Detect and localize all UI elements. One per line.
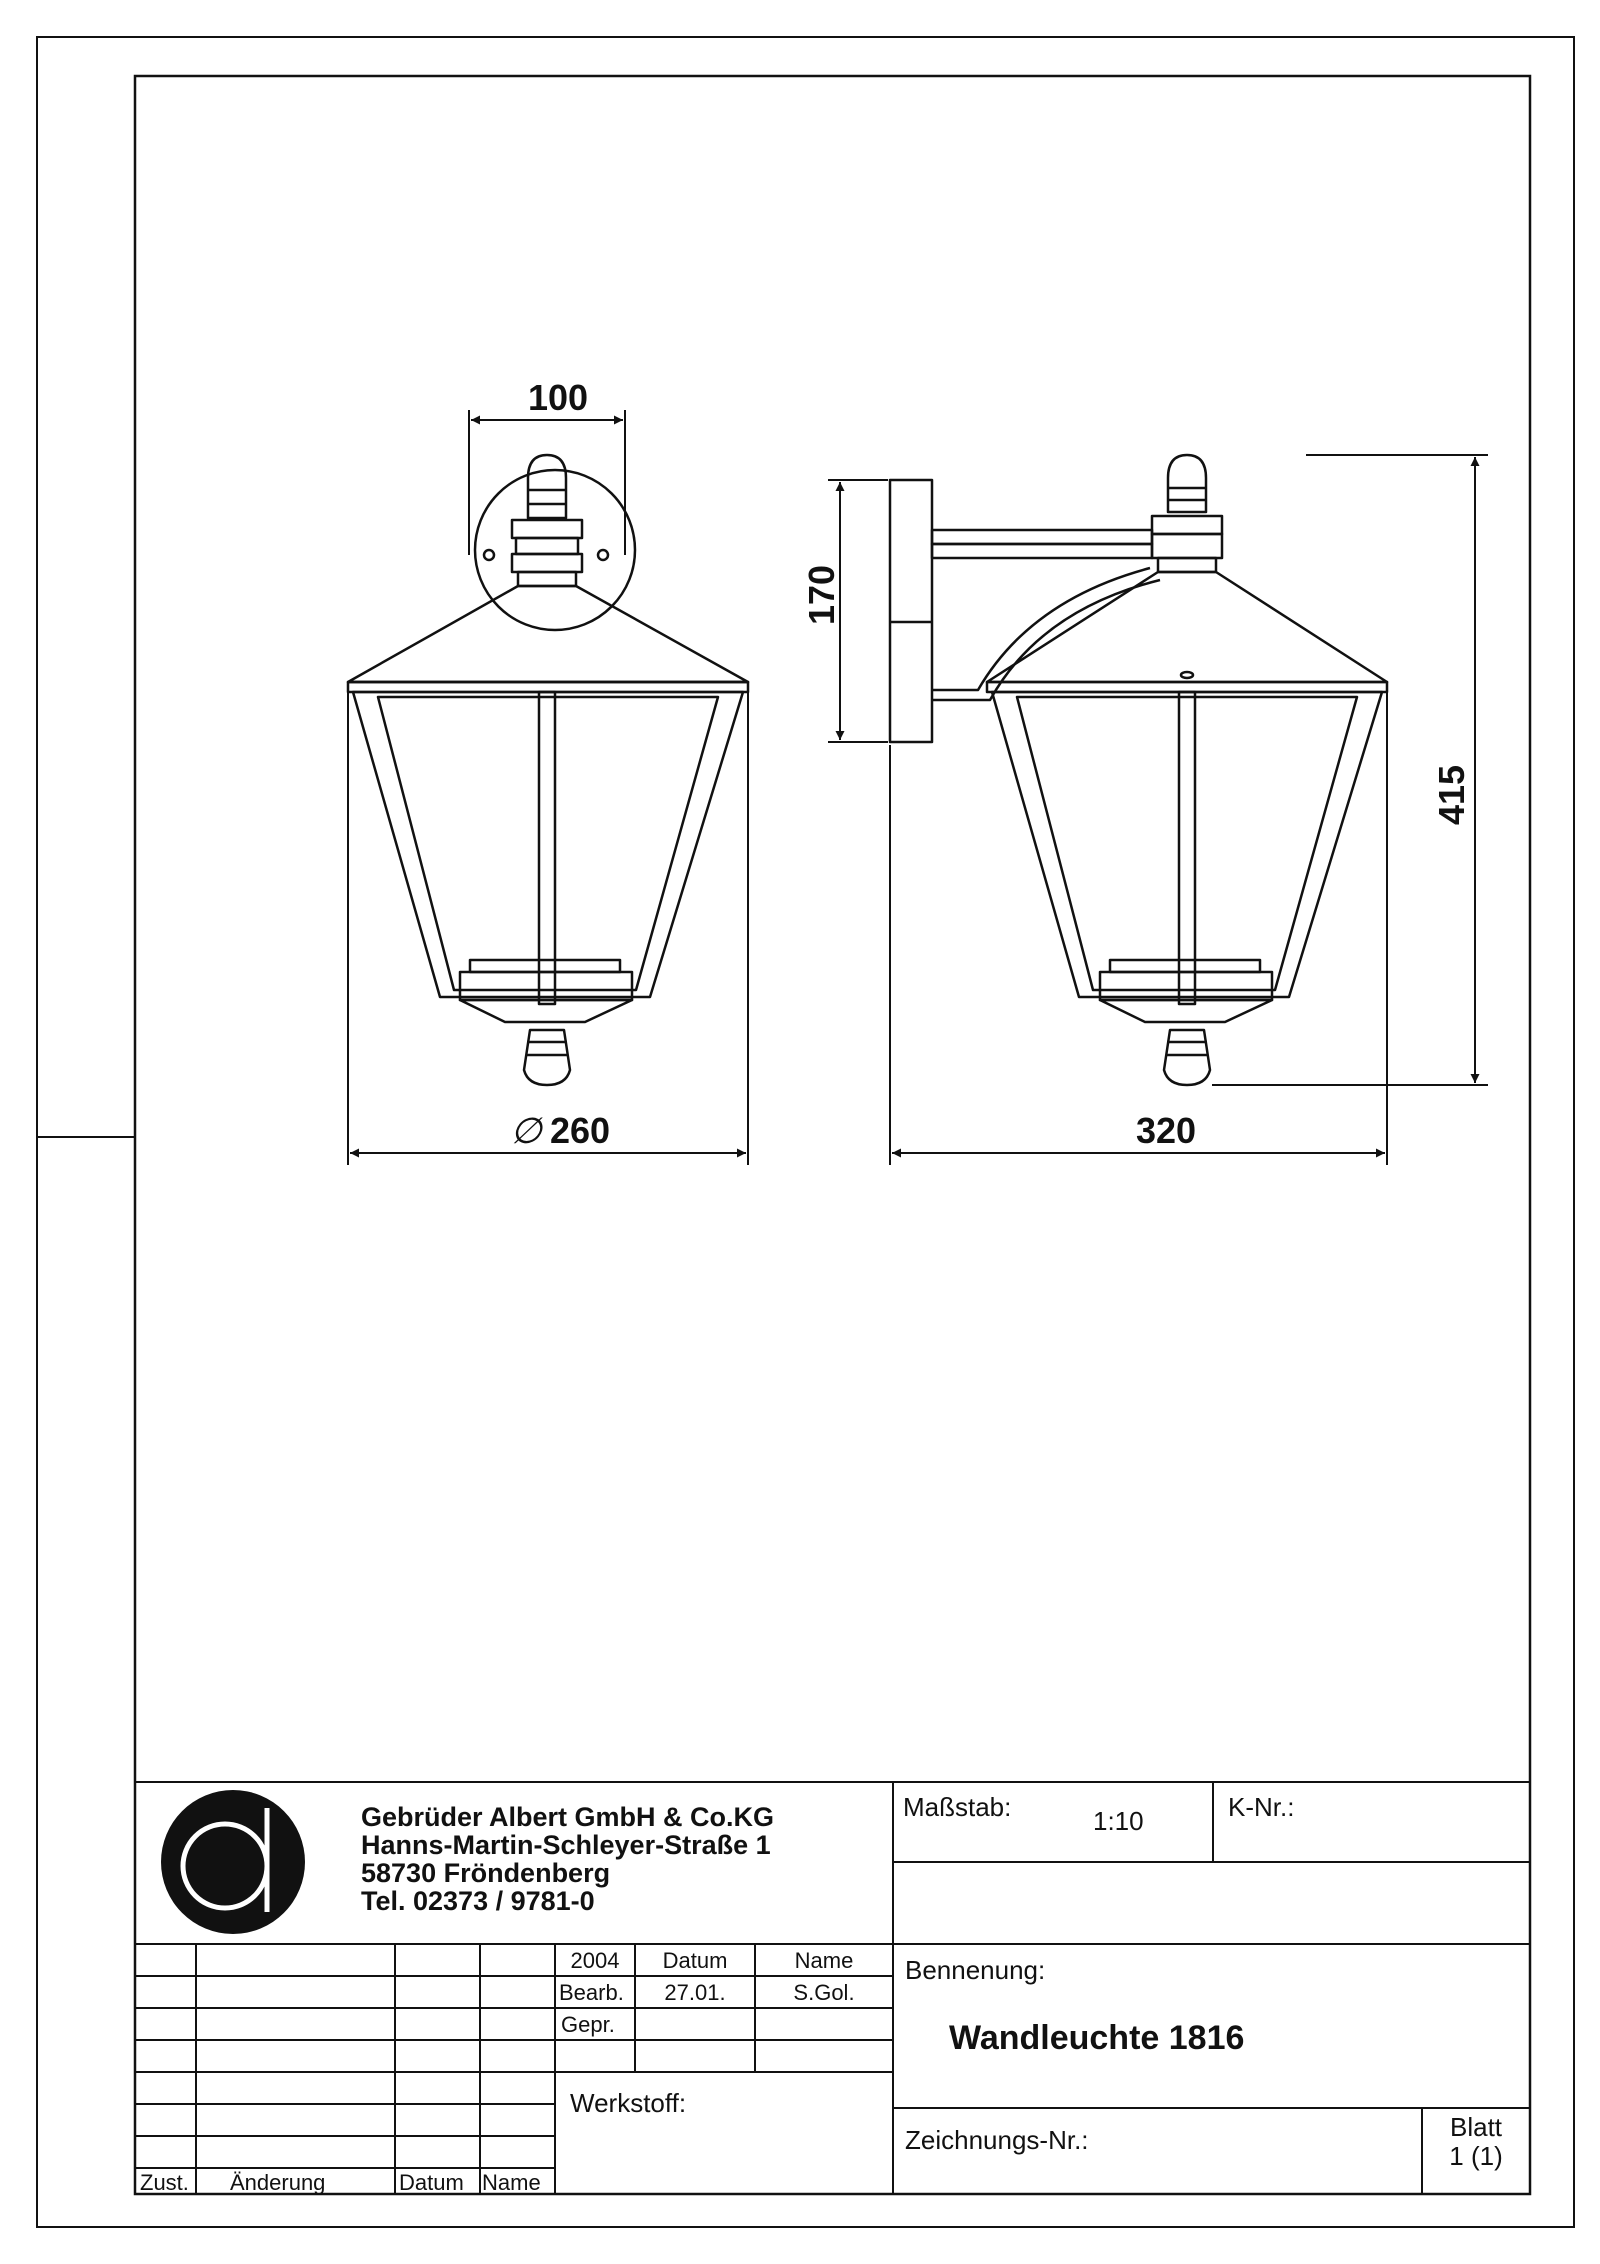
side-wall-plate [890,480,932,742]
side-view [890,455,1387,1085]
k-nr-label: K-Nr.: [1228,1792,1295,1822]
roof [348,586,748,682]
center-post [539,692,555,1004]
dim-label-415: 415 [1431,764,1472,826]
rev-name-label: Name [482,2170,541,2195]
bottom-finial [524,1030,570,1085]
benennung-value: Wandleuchte 1816 [949,2019,1245,2057]
side-bottom-finial [1164,1030,1210,1085]
curved-brace [932,568,1150,690]
blatt-value: 1 (1) [1449,2141,1503,2171]
datum-header: Datum [662,1948,728,1973]
name-header: Name [794,1948,854,1973]
front-dimensions [348,410,748,1165]
bearb-date: 27.01. [664,1980,726,2005]
rev-datum-label: Datum [399,2170,464,2195]
company-street: Hanns-Martin-Schleyer-Straße 1 [361,1830,771,1860]
lantern-body [353,692,743,997]
scale-label: Maßstab: [903,1792,1012,1822]
side-roof [987,572,1387,682]
company-phone: Tel. 02373 / 9781-0 [361,1886,595,1916]
scale-value: 1:10 [1093,1806,1144,1836]
zeichnungs-nr-label: Zeichnungs-Nr.: [905,2125,1089,2155]
support-arm [932,530,1152,544]
company-logo [161,1790,305,1934]
bearb-name: S.Gol. [793,1980,855,2005]
diameter-symbol: ∅ [510,1110,542,1151]
side-top-collar [1152,516,1222,534]
zust-label: Zust. [140,2170,189,2195]
mount-hole-left [484,550,494,560]
side-top-finial [1168,455,1206,512]
mount-hole-right [598,550,608,560]
aenderung-label: Änderung [230,2170,326,2195]
gepr-label: Gepr. [561,2012,615,2037]
dim-label-170: 170 [801,564,842,626]
top-finial [528,455,566,518]
benennung-label: Bennenung: [905,1955,1046,1985]
dim-label-320: 320 [1135,1110,1197,1151]
dim-label-100: 100 [527,377,589,418]
company-name: Gebrüder Albert GmbH & Co.KG [361,1802,775,1832]
top-collar [512,520,582,538]
drawing-frame [135,76,1530,2194]
side-center-post [1179,692,1195,1004]
front-view [348,455,748,1085]
dim-label-260: 260 [549,1110,611,1151]
bearb-label: Bearb. [559,1980,624,2005]
year-cell: 2004 [570,1948,620,1973]
werkstoff-label: Werkstoff: [570,2088,687,2118]
side-lantern-body [992,692,1382,997]
company-city: 58730 Fröndenberg [361,1858,611,1888]
blatt-label: Blatt [1449,2112,1503,2142]
